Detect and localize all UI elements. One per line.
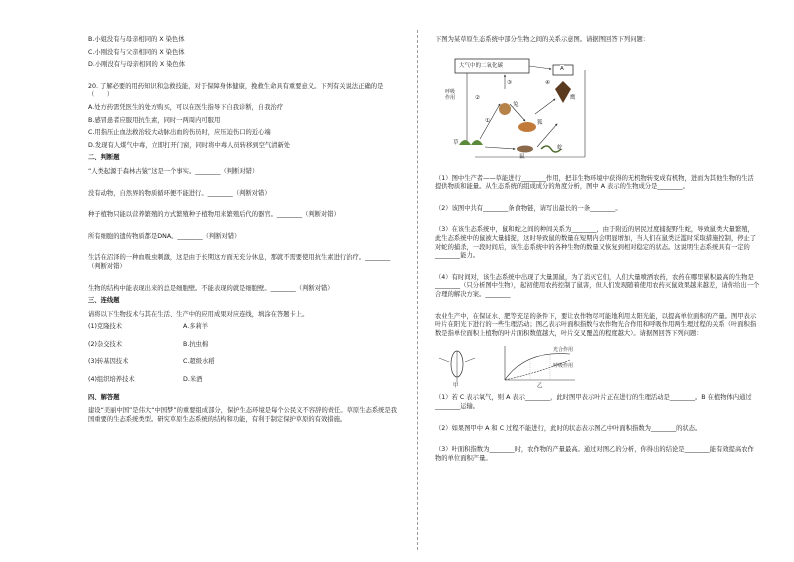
judge-item: 所有细胞的遗传物质都是DNA。________（判断对错） [88,232,241,240]
judge-item: 种子植物只能以营养繁殖的方式繁殖种子植物用来繁殖后代的器官。________（判断对错） [88,211,340,219]
curve-label-respiration: 呼吸作用 [553,363,574,370]
curve-label-photosynthesis: 光合作用 [553,347,574,354]
box-a-label: A [560,65,564,72]
left-column [88,36,398,428]
judge-item: 生物的结构中能表现出来的总是细胞壁。不能表现的就是细胞壁。________（判断对错） [88,284,334,292]
essay-text: 建设“美丽中国”是伟大“中国梦”的重要组成部分，保护生态环境是每个公民义不容辞的责任。草原生态系统是我国重要的生态系统类型。研究草原生态系统的结构和功能，有利于制定保护草原的有效措施。 [88,407,398,423]
judge-item: “人类起源于森林古猿”这是一个事实。________（判断对错） [88,167,259,175]
column-divider [417,30,418,550]
fox-label: 狐 [537,119,543,126]
match-row [88,376,398,385]
match-right: D.米酒 [183,376,203,384]
judge-item: 没有动物，自然界的物质循环便不能进行。________（判断对错） [88,189,271,197]
match-right: B.抗虫棉 [183,340,209,348]
section-match-heading: 三、连线题 [88,297,120,305]
section-answer-heading: 四、解答题 [88,393,120,401]
match-intro: 请将以下生物技术与其在生活、生产中的应用成果对应连线，填涂在答题卡上。 [88,310,309,318]
question-20-option-c: C.用指压止血法救治较大动脉出血的伤员时，应压迫伤口的近心端 [88,129,271,137]
photosynthesis-intro: 农业生产中，在保证水、肥等充足的条件下，要让农作物尽可能地利用太阳光能，以提高单位面积的产量。图甲表示叶片在阳光下进行的一些生理活动；图乙表示叶面积指数与农作物光合作用和呼吸作用两生理过程的关系（叶面积指数是指单位面积上植物的叶片面积数值越大，叶片交叉覆盖的程度越大）。请据图回答下列问题： [435,312,757,337]
diagram-intro: 下图为某草原生态系统中部分生物之间的关系示意图。请据图回答下列问题： [435,36,650,43]
question-20-stem: 20. 了解必要的用药知识和急救技能，对于保障身体健康，挽救生命具有重要意义。下列有关说法正确的是（ ） [88,82,384,99]
question-7: （3）叶面积指数为________时，农作物的产量最高。通过对图乙的分析，你得出的结论是________能有效提高农作物的单位面积产量。 [435,446,754,462]
option-b: B.小姐没有与母亲相同的 X 染色体 [88,36,185,43]
match-left: (4)组织培养技术 [88,376,135,384]
graph-yi-label: 乙 [537,383,543,390]
mouse-label: 鼠 [519,153,525,160]
step-label-4: ④ [545,79,550,86]
step-label-1: ① [485,117,490,124]
snake-label: 蛇 [557,144,563,151]
question-20-option-d: D.发现有人煤气中毒，立即打开门窗，同时将中毒人员转移到空气清新处 [88,141,291,149]
food-web-diagram [445,49,595,167]
question-3: （3）在该生态系统中，鼠和蛇之间的种间关系为________，由于附近的居民过度捕捉野生蛇，导致鼠类大量繁殖，此生态系统中的鼠被大量捕捉，这时导致鼠的数量在短期内会明显增加，当人们在鼠类泛滥时采取措施控制，停止了对蛇的捕杀，一段时间后，该生态系统中的各种生物的数量又恢复到相对稳定的状态。这说明生态系统具有一定的________能力。 [435,226,757,260]
question-5: （1）若 C 表示氧气，则 A 表示________，此时图甲表示叶片正在进行的生理活动是________。B 在植物体内通过________运输。 [435,394,752,410]
match-left: (1)克隆技术 [88,323,123,331]
rabbit-label: 兔 [513,101,519,108]
question-20-option-b: B.感冒患者应服用抗生素，同时一两周内可服用 [88,116,221,124]
match-right: A.多莉羊 [183,323,209,331]
match-row [88,358,398,367]
judge-item: 生活在沼泽的一种血吸虫刺激，这是由于长期这方面无充分休息，那就不需要使用抗生素进行治疗。________（判断对错） [88,254,391,270]
question-20-option-a: A.处方药需凭医生的处方购买，可以在医生指导下自我诊断，自我治疗 [88,103,284,111]
question-6: （2）如果图甲中 A 和 C 过程不能进行，此时的状态表示图乙中叶面积指数为________的状态。 [435,424,702,432]
graph-jia-label: 甲 [453,383,459,390]
section-judge-heading: 二、判断题 [88,154,120,162]
atmosphere-label: 大气中的二氧化碳 [459,62,504,69]
match-left: (3)转基因技术 [88,358,129,366]
option-c: C.小刚没有与父亲相同的 X 染色体 [88,48,185,56]
hawk-label: 鹰 [570,94,576,101]
match-left: (2)杂交技术 [88,340,123,348]
grass-label: 草 [453,139,459,146]
match-row [88,323,398,332]
right-column [435,36,760,467]
respiration-label: 呼吸作用 [445,88,456,101]
step-label-3: ③ [507,79,512,86]
question-1: （1）图中生产者——草能进行________作用，把非生物环境中获得的无机物转变成有机物，进而为其他生物的生活提供物质和能量。从生态系统的组成成分的角度分析，图中 A 表示的生物成分是________。 [435,174,754,191]
match-row [88,341,398,350]
match-right: C.超级水稻 [183,358,215,366]
leaf-graphs [435,342,760,388]
option-d: D.小刚没有与母亲相同的 X 染色体 [88,61,186,69]
question-2: （2）该图中共有________条食物链，请写出最长的一条________。 [435,204,622,212]
step-label-2: ② [475,94,480,101]
question-4: （4）有时间对，该生态系统中出现了大量黑鼠，为了消灭它们，人们大量喷洒农药，农药在哪里累积最高的生物是________（只分析图中生物），起初使用农药控制了鼠害，但人们发现随着使用农药灭鼠效果越来越差，请你给出一个合理的解决方案。________ [435,273,760,298]
